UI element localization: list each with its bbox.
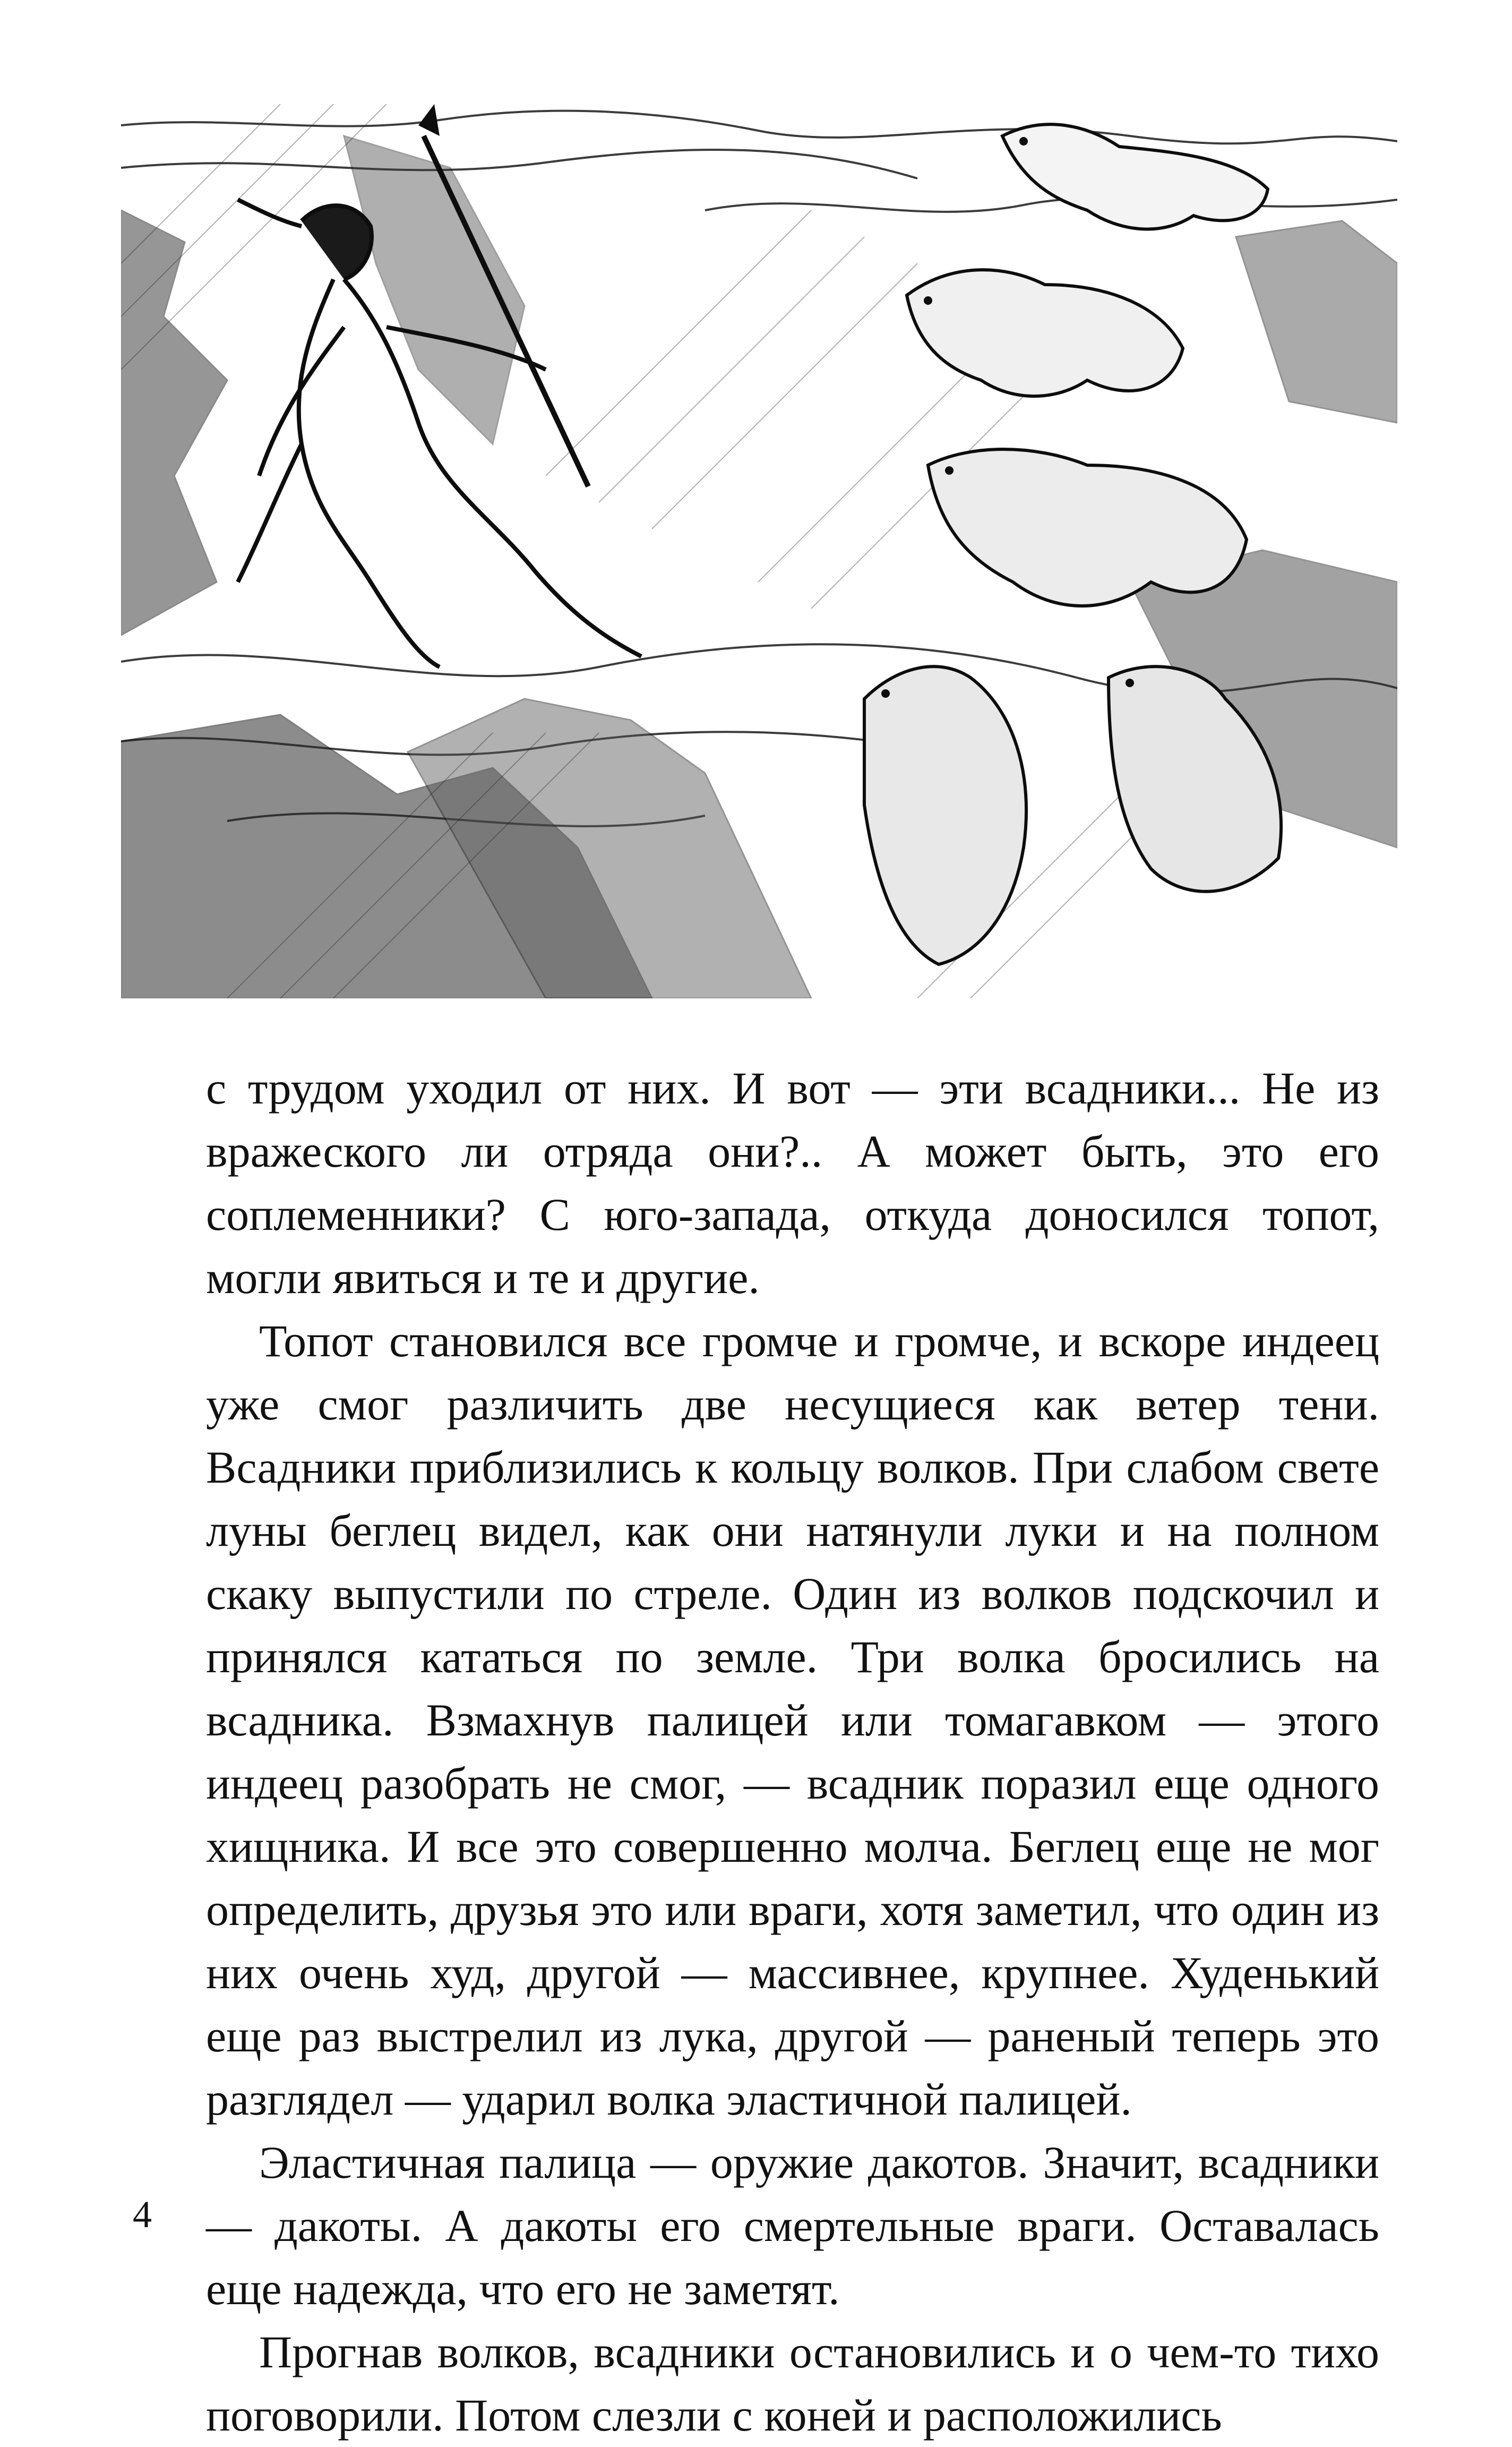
- paragraph-3: Эластичная палица — оружие дакотов. Значит, всадники — дакоты. А дакоты его смертельные враги. Оставалась еще надежда, что его не заметят.: [206, 2137, 1379, 2314]
- paragraph-4: Прогнав волков, всадники остановились и о чем-то тихо поговорили. Потом слезли с коней и расположились: [206, 2326, 1379, 2441]
- paragraph-1: с трудом уходил от них. И вот — эти всадники... Не из вражеского ли отряда они?.. А может быть, это его соплеменники? С юго-запада, откуда доносился топот, могли явиться и те и другие.: [206, 1063, 1379, 1303]
- page-number: 4: [133, 2193, 152, 2236]
- body-text: [206, 1057, 1379, 2447]
- engraving-illustration: [121, 104, 1397, 998]
- illustration-wolves-and-hunter: [121, 104, 1397, 998]
- paragraph-2: Топот становился все громче и громче, и вскоре индеец уже смог различить две несущиеся как ветер тени. Всадники приблизились к кольцу волков. При слабом свете луны беглец видел, как они натянули луки и на полном скаку выпустили по стреле. Один из волков подскочил и принялся кататься по земле. Три волка бросились на всадника. Взмахнув палицей или томагавком — этого индеец разобрать не смог, — всадник поразил еще одного хищника. И все это совершенно молча. Беглец еще не мог определить, друзья это или враги, хотя заметил, что один из них очень худ, другой — массивнее, крупнее. Худенький еще раз выстрелил из лука, другой — раненый теперь это разглядел — ударил волка эластичной палицей.: [206, 1315, 1379, 2125]
